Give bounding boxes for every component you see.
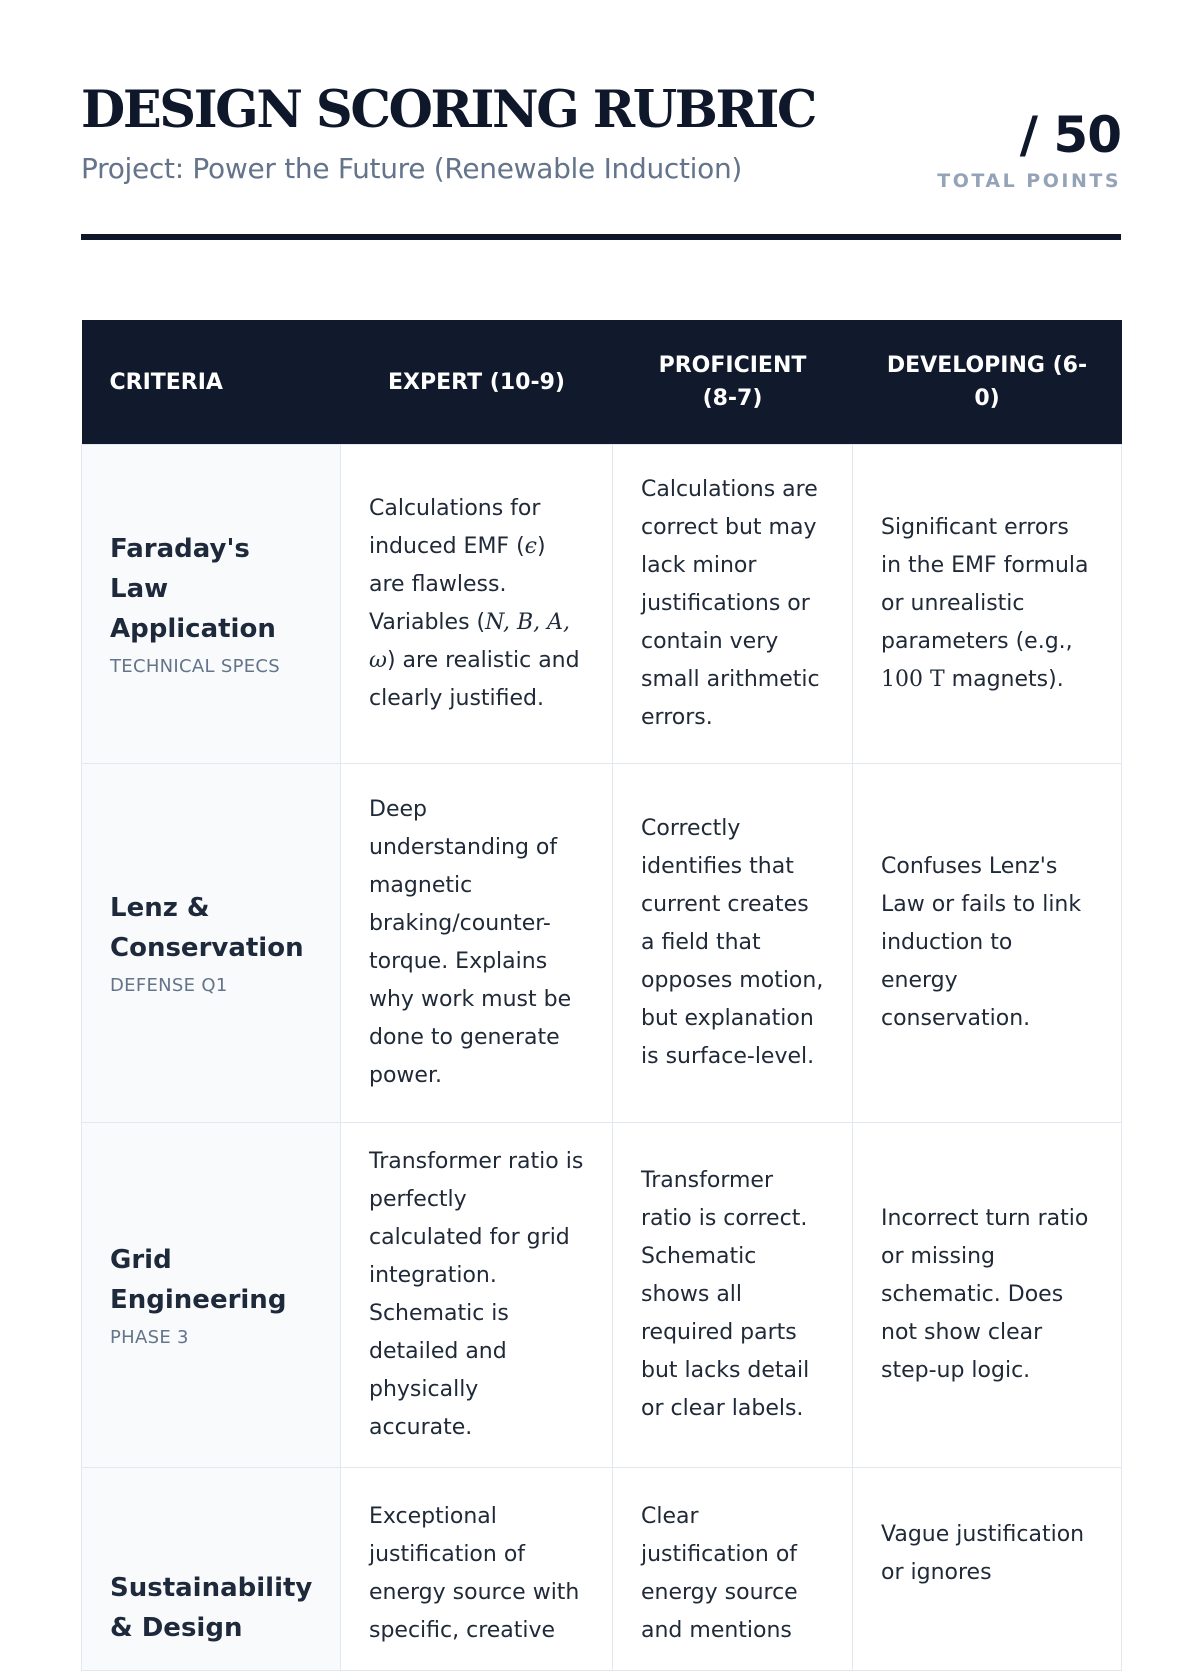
criteria-cell xyxy=(82,764,341,1123)
proficient-cell: Correctly identifies that current creates a field that opposes motion, but explanation is surface-level. xyxy=(613,764,853,1123)
criteria-tag: DEFENSE Q1 xyxy=(110,975,228,996)
math-tesla: 100 T xyxy=(881,667,945,692)
header-divider xyxy=(81,234,1121,240)
developing-text-part: magnets). xyxy=(944,667,1064,692)
header-expert: EXPERT (10-9) xyxy=(341,320,613,445)
criteria-cell xyxy=(82,1468,341,1671)
developing-cell: Vague justification or ignores xyxy=(853,1468,1122,1671)
criteria-name: Faraday's Law Application xyxy=(110,534,276,644)
math-epsilon: ϵ xyxy=(524,534,537,559)
proficient-cell: Transformer ratio is correct. Schematic shows all required parts but lacks detail or clear labels. xyxy=(613,1123,853,1468)
developing-text-part: Significant errors in the EMF formula or unrealistic parameters (e.g., xyxy=(881,515,1089,654)
math-variables: N, B, A, ω xyxy=(369,610,570,673)
criteria-name: Lenz & Conservation xyxy=(110,893,304,963)
expert-text-part: ) are realistic and clearly justified. xyxy=(369,648,580,711)
proficient-cell: Clear justification of energy source and mentions xyxy=(613,1468,853,1671)
total-score: / 50 xyxy=(1019,106,1121,164)
page-title: DESIGN SCORING RUBRIC xyxy=(81,80,816,140)
header xyxy=(81,80,1121,240)
developing-cell: Confuses Lenz's Law or fails to link induction to energy conservation. xyxy=(853,764,1122,1123)
criteria-tag: PHASE 3 xyxy=(110,1327,189,1348)
criteria-name: Grid Engineering xyxy=(110,1245,287,1315)
expert-cell: Deep understanding of magnetic braking/counter-torque. Explains why work must be done to generate power. xyxy=(341,764,613,1123)
table-row xyxy=(82,1123,1122,1468)
criteria-cell xyxy=(82,1123,341,1468)
total-score-label: TOTAL POINTS xyxy=(937,170,1121,192)
header-developing: DEVELOPING (6-0) xyxy=(853,320,1122,445)
expert-text-part: Calculations for induced EMF ( xyxy=(369,496,541,559)
page-subtitle: Project: Power the Future (Renewable Induction) xyxy=(81,152,743,185)
expert-cell: Transformer ratio is perfectly calculated for grid integration. Schematic is detailed and physically accurate. xyxy=(341,1123,613,1468)
table-row xyxy=(82,1468,1122,1671)
developing-cell xyxy=(853,445,1122,764)
expert-cell: Exceptional justification of energy source with specific, creative xyxy=(341,1468,613,1671)
proficient-cell: Calculations are correct but may lack minor justifications or contain very small arithmetic errors. xyxy=(613,445,853,764)
criteria-cell xyxy=(82,445,341,764)
criteria-name: Sustainability & Design xyxy=(110,1573,313,1643)
rubric-table xyxy=(81,320,1122,1671)
header-proficient: PROFICIENT (8-7) xyxy=(613,320,853,445)
total-score-box xyxy=(937,106,1121,192)
table-row xyxy=(82,445,1122,764)
developing-cell: Incorrect turn ratio or missing schematic. Does not show clear step-up logic. xyxy=(853,1123,1122,1468)
criteria-tag: TECHNICAL SPECS xyxy=(110,656,281,677)
header-criteria: CRITERIA xyxy=(82,320,341,445)
table-header-row xyxy=(82,320,1122,445)
expert-text-part: ) are flawless. Variables ( xyxy=(369,534,546,635)
table-row xyxy=(82,764,1122,1123)
expert-cell xyxy=(341,445,613,764)
